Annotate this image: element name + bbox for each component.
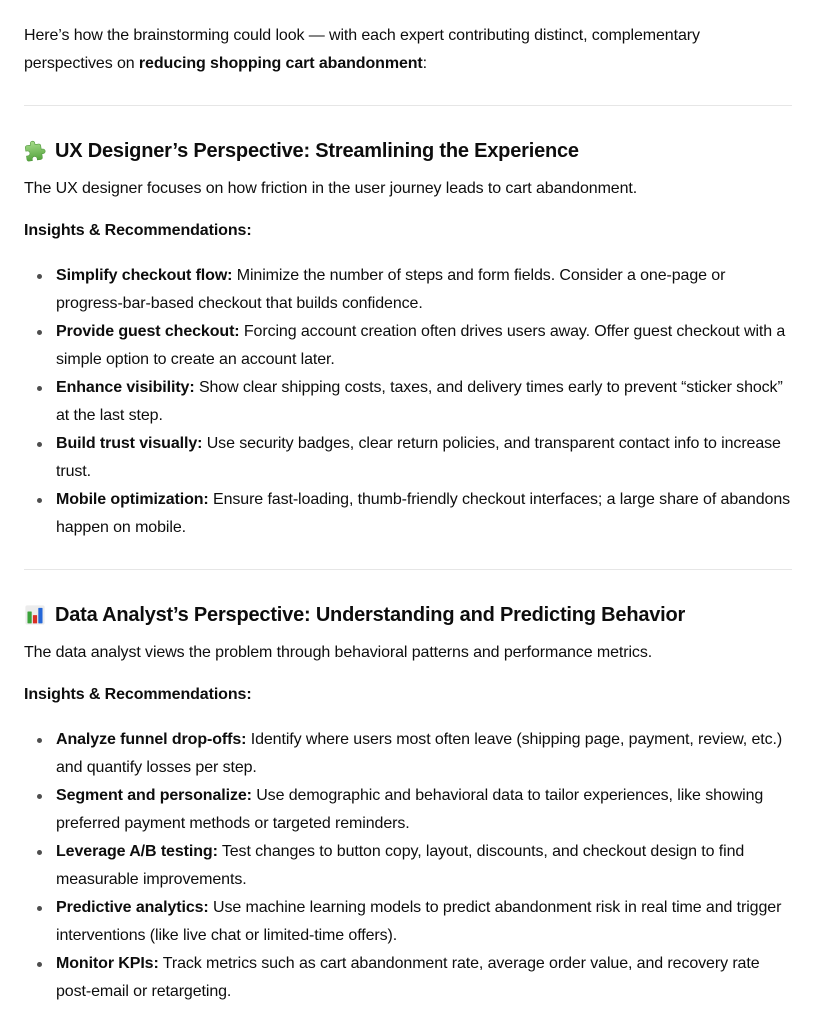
insights-label: Insights & Recommendations: bbox=[24, 222, 252, 239]
bullet-lead: Predictive analytics: bbox=[56, 899, 209, 916]
bullet-lead: Analyze funnel drop-offs: bbox=[56, 731, 247, 748]
bullet-item bbox=[56, 894, 792, 950]
bullet-item bbox=[56, 726, 792, 782]
section-divider bbox=[24, 105, 792, 106]
section-title-text: Data Analyst’s Perspective: Understanding and Predicting Behavior bbox=[55, 604, 686, 626]
intro-bold-phrase: reducing shopping cart abandonment bbox=[138, 55, 423, 72]
bullet-text: Ensure fast-loading, thumb-friendly checkout interfaces; a large share of abandons happen on mobile. bbox=[56, 491, 791, 536]
section-title-text: UX Designer’s Perspective: Streamlining the Experience bbox=[55, 140, 579, 162]
bullet-item bbox=[56, 318, 792, 374]
bullet-text: Track metrics such as cart abandonment rate, average order value, and recovery rate post-email or retargeting. bbox=[56, 955, 760, 1000]
sections-container bbox=[24, 105, 792, 1006]
section-description: The UX designer focuses on how friction in the user journey leads to cart abandonment. bbox=[24, 180, 638, 197]
bullet-item bbox=[56, 430, 792, 486]
bullet-list bbox=[24, 726, 792, 1006]
bullet-item bbox=[56, 262, 792, 318]
bullet-text: Minimize the number of steps and form fields. Consider a one-page or progress-bar-based checkout that builds confidence. bbox=[56, 267, 726, 312]
bullet-item bbox=[56, 374, 792, 430]
bullet-list bbox=[24, 262, 792, 542]
intro-suffix: : bbox=[422, 55, 428, 72]
bullet-lead: Build trust visually: bbox=[56, 435, 203, 452]
insights-label: Insights & Recommendations: bbox=[24, 686, 252, 703]
bullet-text: Forcing account creation often drives users away. Offer guest checkout with a simple option to create an account later. bbox=[56, 323, 786, 368]
bullet-item bbox=[56, 486, 792, 542]
bullet-lead: Provide guest checkout: bbox=[56, 323, 240, 340]
section-description: The data analyst views the problem through behavioral patterns and performance metrics. bbox=[24, 644, 653, 661]
bullet-text: Use machine learning models to predict abandonment risk in real time and trigger interventions (like live chat or limited-time offers). bbox=[56, 899, 782, 944]
bullet-item bbox=[56, 838, 792, 894]
section-divider bbox=[24, 569, 792, 570]
bullet-item bbox=[56, 950, 792, 1006]
bullet-text: Test changes to button copy, layout, discounts, and checkout design to find measurable improvements. bbox=[56, 843, 745, 888]
bullet-lead: Monitor KPIs: bbox=[56, 955, 159, 972]
perspective-section bbox=[24, 569, 792, 1006]
intro-paragraph bbox=[24, 22, 792, 78]
bullet-lead: Leverage A/B testing: bbox=[56, 843, 218, 860]
bullet-lead: Enhance visibility: bbox=[56, 379, 195, 396]
intro-text: Here’s how the brainstorming could look — with each expert contributing distinct, complementary perspectives on bbox=[24, 27, 700, 72]
section-title bbox=[24, 601, 792, 629]
puzzle-icon bbox=[24, 140, 46, 162]
bullet-lead: Segment and personalize: bbox=[56, 787, 252, 804]
perspective-section bbox=[24, 105, 792, 542]
section-title bbox=[24, 137, 792, 165]
bullet-item bbox=[56, 782, 792, 838]
assistant-message-content bbox=[24, 22, 792, 1006]
bullet-lead: Mobile optimization: bbox=[56, 491, 209, 508]
bullet-lead: Simplify checkout flow: bbox=[56, 267, 233, 284]
bullet-text: Show clear shipping costs, taxes, and delivery times early to prevent “sticker shock” at the last step. bbox=[56, 379, 783, 424]
bullet-text: Identify where users most often leave (shipping page, payment, review, etc.) and quantify losses per step. bbox=[56, 731, 783, 776]
bar-chart-icon bbox=[24, 604, 46, 626]
bullet-text: Use demographic and behavioral data to tailor experiences, like showing preferred payment methods or targeted reminders. bbox=[56, 787, 764, 832]
bullet-text: Use security badges, clear return policies, and transparent contact info to increase trust. bbox=[56, 435, 781, 480]
